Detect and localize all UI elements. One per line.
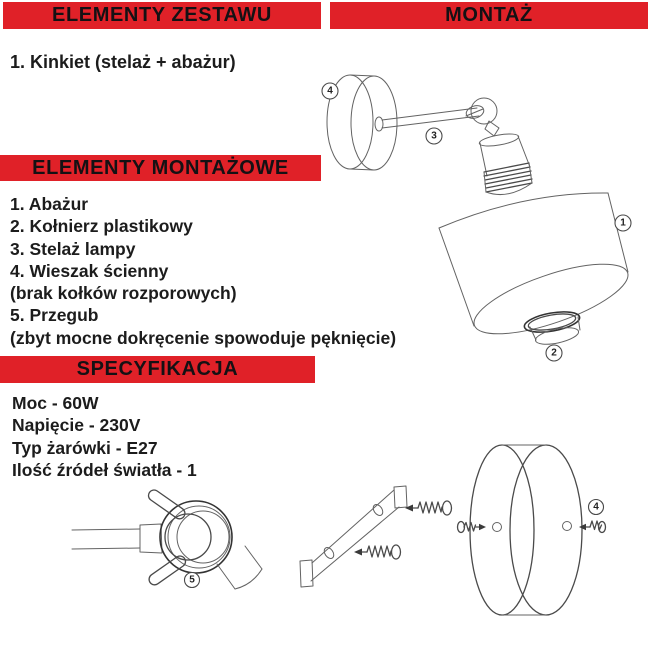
spec-line: Typ żarówki - E27 <box>12 437 158 458</box>
lamp-shade-drawing <box>439 193 635 348</box>
screw-drawing <box>354 545 401 559</box>
spec-line: Ilość źródeł światła - 1 <box>12 460 197 481</box>
ring-mounting-diagram <box>458 445 606 615</box>
section-title: SPECYFIKACJA <box>76 358 239 380</box>
section-title: ELEMENTY ZESTAWU <box>52 4 272 26</box>
set-elements-item: 1. Kinkiet (stelaż + abażur) <box>10 52 236 72</box>
plastic-collar-drawing <box>523 308 581 347</box>
svg-text:4: 4 <box>327 85 333 97</box>
svg-text:5: 5 <box>189 574 195 586</box>
list-item: 5. Przegub <box>10 305 99 326</box>
callout-shade <box>615 215 631 231</box>
spec-line: Napięcie - 230V <box>12 415 141 436</box>
svg-text:1: 1 <box>620 217 626 229</box>
list-item-note: (zbyt mocne dokręcenie spowoduje pęknięcie) <box>10 327 397 348</box>
list-item: 4. Wieszak ścienny <box>10 260 169 281</box>
section-title: ELEMENTY MONTAŻOWE <box>32 156 289 179</box>
callout-wall-mount-ring <box>589 500 604 515</box>
joint-detail-diagram <box>72 488 262 589</box>
callout-joint <box>185 573 200 588</box>
callout-wall-mount <box>322 83 338 99</box>
svg-text:4: 4 <box>593 501 599 513</box>
spec-line: Moc - 60W <box>12 393 99 413</box>
wall-lamp-assembly-diagram <box>322 75 635 361</box>
bracket-mounting-diagram <box>300 486 452 587</box>
bulb-socket-drawing <box>478 132 532 195</box>
callout-arm <box>426 128 442 144</box>
callout-collar <box>546 345 562 361</box>
screw-drawing <box>579 521 606 533</box>
screw-drawing <box>405 501 452 515</box>
list-item-note: (brak kołków rozporowych) <box>10 283 237 304</box>
list-item: 1. Abażur <box>10 194 89 214</box>
svg-text:2: 2 <box>551 347 557 359</box>
svg-text:3: 3 <box>431 130 437 142</box>
screw-drawing <box>458 522 487 533</box>
list-item: 2. Kołnierz plastikowy <box>10 216 193 237</box>
list-item: 3. Stelaż lampy <box>10 238 136 259</box>
section-title: MONTAŻ <box>445 4 533 26</box>
